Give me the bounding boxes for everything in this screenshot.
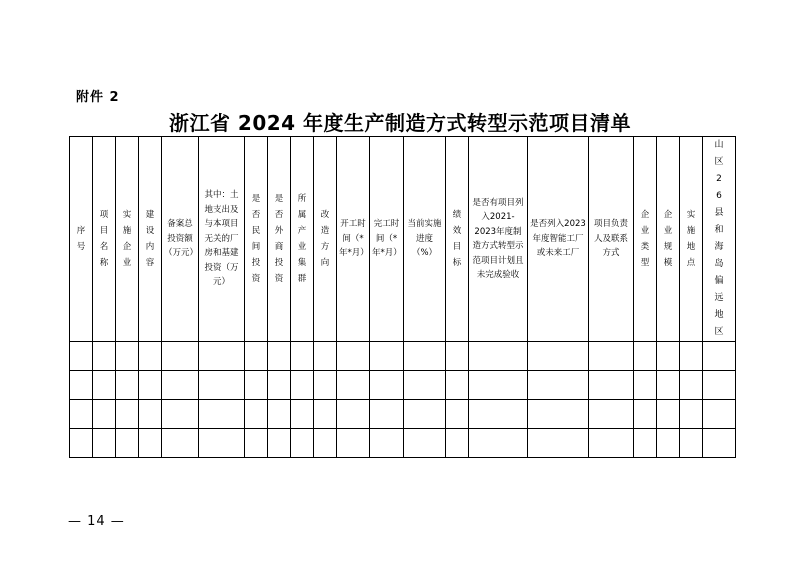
table-cell (268, 429, 291, 458)
table-cell (589, 342, 634, 371)
table-cell (337, 400, 370, 429)
column-header-land-investment: 其中：土地支出及与本项目无关的厂房和基建投资（万元） (199, 137, 245, 342)
table-cell (370, 342, 404, 371)
table-cell (291, 371, 314, 400)
table-cell (446, 429, 469, 458)
column-header-type: 企业类型 (634, 137, 657, 342)
column-header-contact: 项目负责人及联系方式 (589, 137, 634, 342)
column-header-previous: 是否有项目列入2021-2023年度制造方式转型示范项目计划且未完成验收 (469, 137, 528, 342)
column-header-name: 项目名称 (93, 137, 116, 342)
table-row (70, 400, 736, 429)
table-cell (469, 429, 528, 458)
table-cell (404, 429, 446, 458)
table-body (70, 342, 736, 458)
table-cell (337, 342, 370, 371)
table-cell (116, 371, 139, 400)
column-header-start: 开工时间（*年*月） (337, 137, 370, 342)
table-cell (199, 342, 245, 371)
table-cell (703, 400, 736, 429)
table-cell (162, 342, 199, 371)
column-header-cluster: 所属产业集群 (291, 137, 314, 342)
table-cell (314, 429, 337, 458)
table-cell (680, 400, 703, 429)
table-cell (139, 371, 162, 400)
table-cell (70, 342, 93, 371)
table-cell (93, 400, 116, 429)
table-cell (528, 371, 589, 400)
table-cell (404, 400, 446, 429)
table-cell (245, 342, 268, 371)
table-cell (268, 400, 291, 429)
table-cell (589, 371, 634, 400)
attachment-label: 附件 2 (76, 90, 120, 105)
table-cell (199, 429, 245, 458)
table-cell (469, 342, 528, 371)
table-cell (314, 371, 337, 400)
table-cell (634, 400, 657, 429)
table-cell (139, 400, 162, 429)
table-cell (139, 342, 162, 371)
column-header-investment: 备案总投资额（万元） (162, 137, 199, 342)
table-cell (291, 342, 314, 371)
table-cell (657, 371, 680, 400)
table-cell (268, 371, 291, 400)
table-cell (404, 371, 446, 400)
table-cell (245, 429, 268, 458)
table-cell (589, 429, 634, 458)
table-cell (116, 342, 139, 371)
table-cell (314, 342, 337, 371)
header-row (70, 137, 736, 342)
table-cell (199, 371, 245, 400)
table-row (70, 342, 736, 371)
table-cell (162, 429, 199, 458)
table-cell (116, 429, 139, 458)
table-cell (657, 400, 680, 429)
table-cell (446, 342, 469, 371)
table-cell (291, 429, 314, 458)
table-cell (703, 429, 736, 458)
column-header-finish: 完工时间（*年*月） (370, 137, 404, 342)
table-cell (446, 400, 469, 429)
column-header-scale: 企业规模 (657, 137, 680, 342)
table-cell (268, 342, 291, 371)
table-cell (528, 429, 589, 458)
table-cell (162, 400, 199, 429)
table-cell (680, 371, 703, 400)
column-header-seq: 序号 (70, 137, 93, 342)
column-header-private: 是否民间投资 (245, 137, 268, 342)
project-list-table (69, 136, 736, 458)
table-cell (116, 400, 139, 429)
table-cell (70, 400, 93, 429)
table-cell (469, 400, 528, 429)
table-cell (469, 371, 528, 400)
column-header-target: 绩效目标 (446, 137, 469, 342)
table-cell (446, 371, 469, 400)
table-cell (528, 400, 589, 429)
table-cell (680, 342, 703, 371)
table-cell (370, 429, 404, 458)
table-cell (93, 429, 116, 458)
table-cell (139, 429, 162, 458)
table-cell (337, 429, 370, 458)
table-cell (634, 429, 657, 458)
table-cell (528, 342, 589, 371)
table-cell (370, 371, 404, 400)
table-cell (245, 371, 268, 400)
column-header-smart-factory: 是否列入2023年度智能工厂或未来工厂 (528, 137, 589, 342)
table-cell (314, 400, 337, 429)
table-cell (634, 371, 657, 400)
table-cell (93, 342, 116, 371)
table-cell (370, 400, 404, 429)
table-cell (70, 371, 93, 400)
table-cell (162, 371, 199, 400)
table-cell (291, 400, 314, 429)
table-cell (245, 400, 268, 429)
table-row (70, 371, 736, 400)
column-header-company: 实施企业 (116, 137, 139, 342)
table-cell (634, 342, 657, 371)
table-cell (703, 371, 736, 400)
document-title: 浙江省 2024 年度生产制造方式转型示范项目清单 (168, 111, 632, 135)
table-cell (337, 371, 370, 400)
table-cell (93, 371, 116, 400)
column-header-region: 山区26县和海岛偏远地区 (703, 137, 736, 342)
table-cell (70, 429, 93, 458)
page-number: — 14 — (68, 514, 125, 529)
column-header-progress: 当前实施进度（%） (404, 137, 446, 342)
table-cell (703, 342, 736, 371)
table-cell (404, 342, 446, 371)
table-cell (657, 429, 680, 458)
table-cell (657, 342, 680, 371)
table-cell (589, 400, 634, 429)
table-cell (199, 400, 245, 429)
column-header-foreign: 是否外商投资 (268, 137, 291, 342)
column-header-content: 建设内容 (139, 137, 162, 342)
table-cell (680, 429, 703, 458)
table-row (70, 429, 736, 458)
column-header-location: 实施地点 (680, 137, 703, 342)
column-header-direction: 改造方向 (314, 137, 337, 342)
